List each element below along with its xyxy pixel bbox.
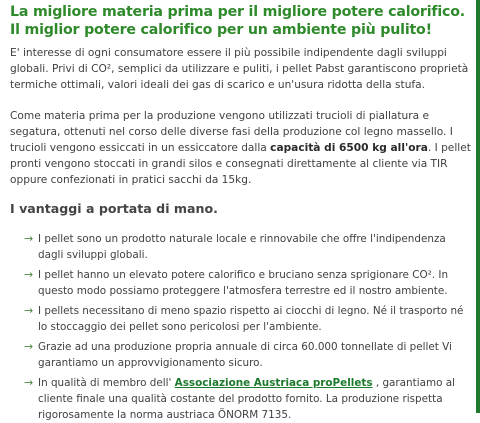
list-item-text-end: , garantiamo al cliente finale una qualità costante del prodotto fornito. La produzione rispetta rigorosamente la norma austriaca ÖNORM 7135. [38,377,455,421]
list-item [24,339,472,371]
list-item [24,375,472,423]
arrow-icon: → [24,268,34,281]
accent-bar [476,0,480,413]
arrow-icon: → [24,304,34,317]
list-item [24,303,472,335]
list-item [24,267,472,299]
advantages-list [10,231,472,423]
production-text-start: Come materia prima per la produzione vengono utilizzati trucioli di piallatura e segatura, ottenuti nel corso delle diverse fasi della produzione col legno massello. I trucioli vengono essiccati in un essiccatore dalla [10,110,453,154]
production-paragraph [10,108,472,188]
advantages-heading: I vantaggi a portata di mano. [10,201,218,216]
arrow-icon: → [24,232,34,245]
list-item-text: I pellet hanno un elevato potere calorifico e bruciano senza sprigionare CO². In questo modo possiamo proteggere l'atmosfera terrestre ed il nostro ambiente. [38,269,449,297]
intro-paragraph: E' interesse di ogni consumatore essere il più possibile indipendente dagli sviluppi globali. Privi di CO², semplici da utilizzare e puliti, i pellet Pabst garantiscono proprietà termiche ottimali, valori ideali dei gas di scarico e un'usura ridotta della stufa. [10,47,469,91]
list-item-text-start: In qualità di membro dell' [38,377,175,389]
arrow-icon: → [24,340,34,353]
association-link[interactable]: Associazione Austriaca proPellets [174,377,373,389]
page-heading: La migliore materia prima per il migliore potere calorifico. Il miglior potere calorifico per un ambiente più pulito! [10,4,465,38]
production-text-end: . I pellet pronti vengono stoccati in grandi silos e consegnati direttamente al cliente via TIR oppure confezionati in pratici sacchi da 15kg. [10,142,471,186]
list-item-text: I pellet sono un prodotto naturale locale e rinnovabile che offre l'indipendenza dagli sviluppi globali. [38,233,446,261]
list-item-text: Grazie ad una produzione propria annuale di circa 60.000 tonnellate di pellet Vi garantiamo un approvvigionamento sicuro. [38,341,452,369]
list-item [24,231,472,263]
arrow-icon: → [24,376,34,389]
capacity-highlight: capacità di 6500 kg all'ora [270,142,428,154]
list-item-text: I pellets necessitano di meno spazio rispetto ai ciocchi di legno. Né il trasporto né lo stoccaggio dei pellet sono pericolosi per l'ambiente. [38,305,464,333]
